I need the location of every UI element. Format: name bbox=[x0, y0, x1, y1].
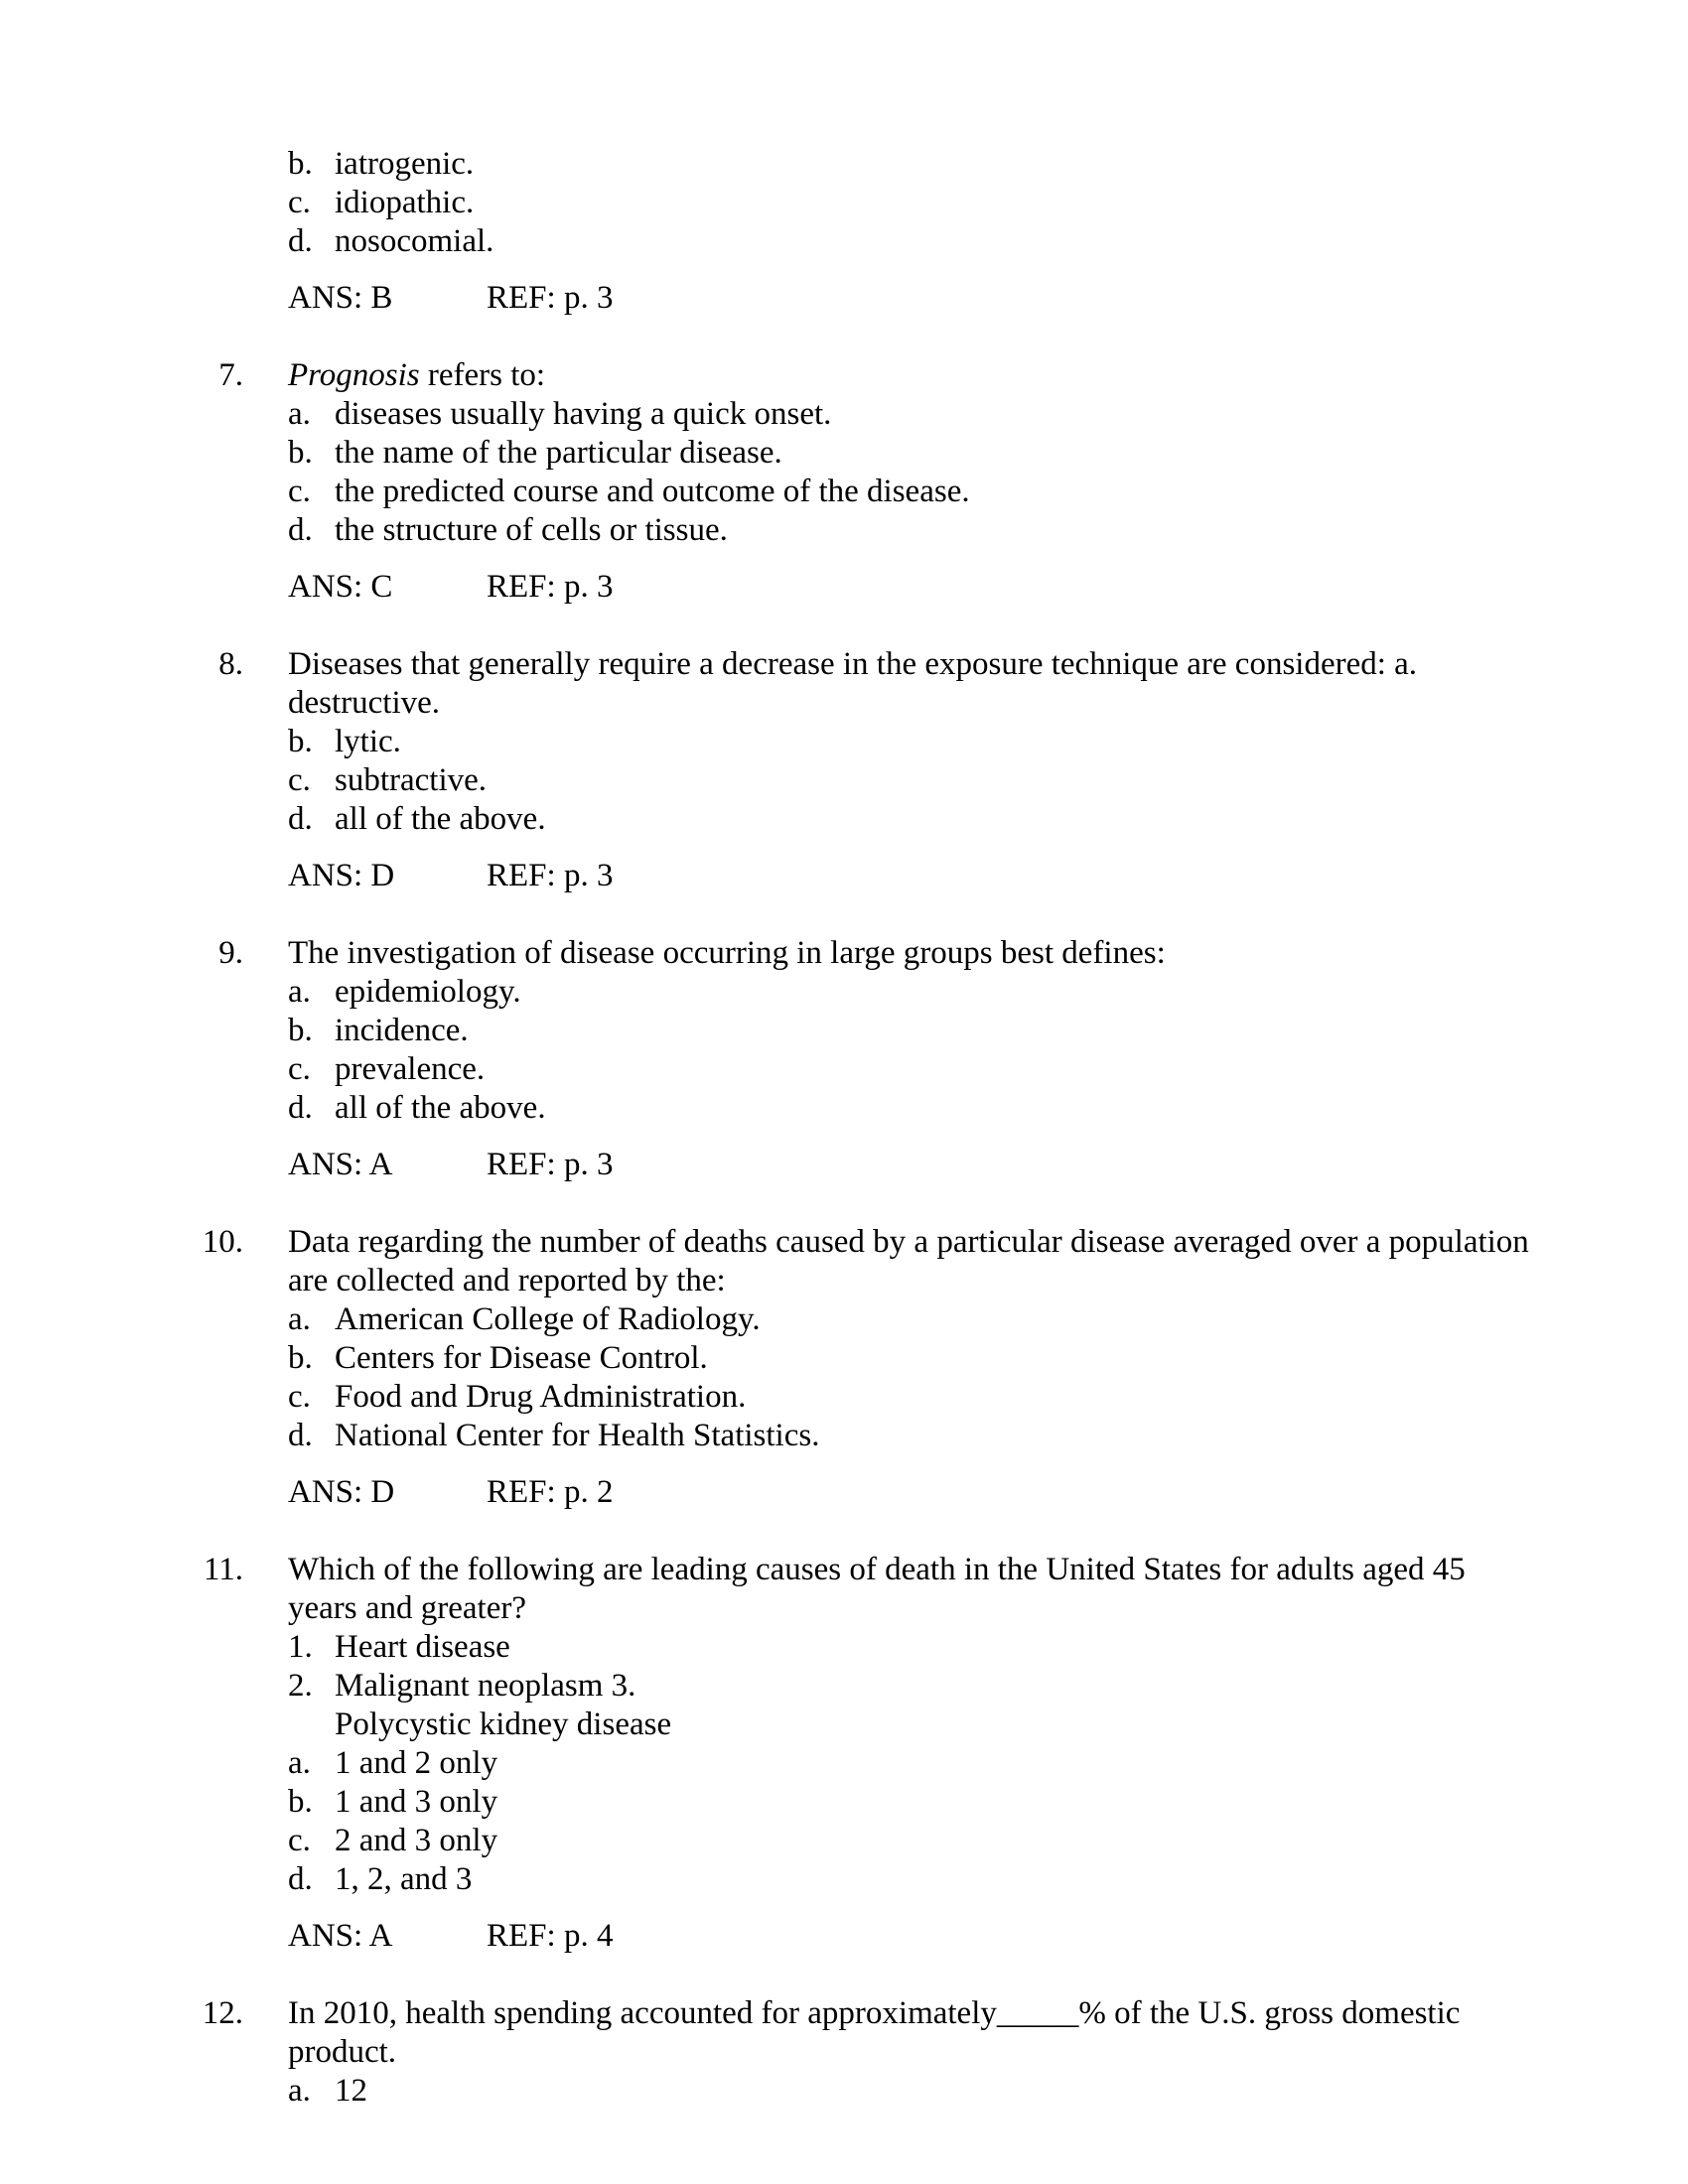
option-letter: d. bbox=[288, 1861, 313, 1897]
option-letter: a. bbox=[288, 1745, 311, 1781]
option-text: 1, 2, and 3 bbox=[335, 1861, 473, 1897]
option-letter: a. bbox=[288, 974, 311, 1010]
option-row bbox=[288, 511, 1599, 550]
stem-text: The investigation of disease occurring in large groups best defines: bbox=[288, 935, 1166, 971]
answer-row bbox=[288, 1473, 1599, 1512]
stem-text: In 2010, health spending accounted for approximately_____% of the U.S. gross domestic bbox=[288, 1995, 1461, 2031]
option-letter: c. bbox=[288, 474, 311, 509]
question-stem-line bbox=[288, 1994, 1599, 2033]
option-letter: d. bbox=[288, 512, 313, 548]
answer-value: ANS: D bbox=[288, 1474, 395, 1510]
option-letter: b. bbox=[288, 1784, 313, 1820]
option-letter: d. bbox=[288, 223, 313, 259]
sub-item-text: Polycystic kidney disease bbox=[335, 1706, 672, 1742]
question-stem-line bbox=[288, 645, 1599, 684]
option-letter: b. bbox=[288, 1013, 313, 1048]
option-letter: d. bbox=[288, 801, 313, 837]
sub-item bbox=[288, 1667, 1599, 1706]
option-letter: b. bbox=[288, 1340, 313, 1376]
reference-value: REF: p. 4 bbox=[487, 1918, 614, 1954]
answer-value: ANS: B bbox=[288, 280, 393, 316]
option-text: all of the above. bbox=[335, 801, 546, 837]
option-row bbox=[288, 473, 1599, 511]
option-text: idiopathic. bbox=[335, 185, 475, 220]
answer-value: ANS: C bbox=[288, 569, 393, 605]
option-letter: a. bbox=[288, 1301, 311, 1337]
sub-item bbox=[288, 1628, 1599, 1667]
option-text: nosocomial. bbox=[335, 223, 494, 259]
question-number: 11. bbox=[203, 1552, 243, 1587]
question-number: 8. bbox=[218, 646, 243, 682]
option-row bbox=[288, 1783, 1599, 1822]
answer-row bbox=[288, 857, 1599, 895]
stem-italic-term: Prognosis bbox=[288, 357, 420, 393]
question-block bbox=[218, 934, 1599, 1184]
sub-item-text: Malignant neoplasm 3. bbox=[335, 1668, 636, 1704]
answer-row bbox=[288, 568, 1599, 607]
option-letter: d. bbox=[288, 1090, 313, 1126]
option-row bbox=[288, 222, 1599, 261]
option-row bbox=[288, 184, 1599, 222]
question-stem-line bbox=[288, 1223, 1599, 1262]
option-row bbox=[288, 1050, 1599, 1089]
question-stem-line bbox=[288, 684, 1599, 723]
question-stem-line bbox=[288, 934, 1599, 973]
stem-text: refers to: bbox=[419, 357, 546, 393]
option-row bbox=[288, 1744, 1599, 1783]
answer-value: ANS: D bbox=[288, 858, 395, 893]
option-text: the predicted course and outcome of the disease. bbox=[335, 474, 970, 509]
option-letter: c. bbox=[288, 1379, 311, 1415]
question-number: 9. bbox=[218, 935, 243, 971]
option-row bbox=[288, 1012, 1599, 1050]
question-stem-line bbox=[288, 1551, 1599, 1589]
question-block bbox=[288, 145, 1599, 318]
sub-item-label: 1. bbox=[288, 1629, 313, 1665]
stem-text: Data regarding the number of deaths caused by a particular disease averaged over a population bbox=[288, 1224, 1529, 1260]
answer-value: ANS: A bbox=[288, 1147, 393, 1182]
option-text: American College of Radiology. bbox=[335, 1301, 761, 1337]
option-row bbox=[288, 723, 1599, 761]
option-letter: d. bbox=[288, 1418, 313, 1453]
option-row bbox=[288, 1339, 1599, 1378]
sub-item-text: Heart disease bbox=[335, 1629, 510, 1665]
reference-value: REF: p. 3 bbox=[487, 858, 614, 893]
option-text: lytic. bbox=[335, 724, 401, 759]
question-block bbox=[218, 356, 1599, 607]
answer-row bbox=[288, 1917, 1599, 1956]
question-stem-line bbox=[288, 2033, 1599, 2072]
option-letter: b. bbox=[288, 146, 313, 182]
option-row bbox=[288, 1089, 1599, 1128]
question-number: 10. bbox=[202, 1224, 243, 1260]
reference-value: REF: p. 3 bbox=[487, 569, 614, 605]
answer-row bbox=[288, 1146, 1599, 1184]
stem-text: years and greater? bbox=[288, 1590, 527, 1626]
option-letter: b. bbox=[288, 435, 313, 471]
question-stem-line bbox=[288, 1589, 1599, 1628]
option-text: 2 and 3 only bbox=[335, 1823, 498, 1858]
stem-text: Diseases that generally require a decrease in the exposure technique are considered: a. bbox=[288, 646, 1418, 682]
option-row bbox=[288, 1417, 1599, 1455]
option-row bbox=[288, 1822, 1599, 1860]
option-row bbox=[288, 1860, 1599, 1899]
question-block bbox=[203, 1551, 1599, 1956]
option-letter: a. bbox=[288, 2073, 311, 2109]
option-row bbox=[288, 2072, 1599, 2111]
answer-row bbox=[288, 279, 1599, 318]
option-letter: a. bbox=[288, 396, 311, 432]
reference-value: REF: p. 2 bbox=[487, 1474, 614, 1510]
option-row bbox=[288, 395, 1599, 434]
sub-item bbox=[288, 1706, 1599, 1744]
option-text: 12 bbox=[335, 2073, 367, 2109]
option-letter: b. bbox=[288, 724, 313, 759]
option-text: Centers for Disease Control. bbox=[335, 1340, 708, 1376]
question-block bbox=[218, 645, 1599, 895]
option-text: 1 and 3 only bbox=[335, 1784, 498, 1820]
reference-value: REF: p. 3 bbox=[487, 1147, 614, 1182]
option-row bbox=[288, 1300, 1599, 1339]
question-stem-line bbox=[288, 1262, 1599, 1300]
option-text: subtractive. bbox=[335, 762, 488, 798]
option-letter: c. bbox=[288, 1823, 311, 1858]
option-text: National Center for Health Statistics. bbox=[335, 1418, 820, 1453]
option-letter: c. bbox=[288, 185, 311, 220]
question-number: 12. bbox=[202, 1995, 243, 2031]
question-stem-line bbox=[288, 356, 1599, 395]
option-text: prevalence. bbox=[335, 1051, 486, 1087]
option-row bbox=[288, 800, 1599, 839]
question-block bbox=[202, 1223, 1599, 1512]
option-row bbox=[288, 761, 1599, 800]
option-letter: c. bbox=[288, 762, 311, 798]
option-row bbox=[288, 973, 1599, 1012]
stem-text: are collected and reported by the: bbox=[288, 1263, 726, 1298]
option-letter: c. bbox=[288, 1051, 311, 1087]
question-number: 7. bbox=[218, 357, 243, 393]
question-block bbox=[202, 1994, 1599, 2111]
option-text: the name of the particular disease. bbox=[335, 435, 782, 471]
option-text: 1 and 2 only bbox=[335, 1745, 498, 1781]
option-row bbox=[288, 434, 1599, 473]
option-text: all of the above. bbox=[335, 1090, 546, 1126]
option-text: diseases usually having a quick onset. bbox=[335, 396, 832, 432]
reference-value: REF: p. 3 bbox=[487, 280, 614, 316]
answer-value: ANS: A bbox=[288, 1918, 393, 1954]
option-text: epidemiology. bbox=[335, 974, 521, 1010]
option-text: iatrogenic. bbox=[335, 146, 475, 182]
option-text: the structure of cells or tissue. bbox=[335, 512, 728, 548]
stem-text: destructive. bbox=[288, 685, 441, 721]
option-text: incidence. bbox=[335, 1013, 469, 1048]
option-row bbox=[288, 145, 1599, 184]
sub-item-label: 2. bbox=[288, 1668, 313, 1704]
option-text: Food and Drug Administration. bbox=[335, 1379, 747, 1415]
option-row bbox=[288, 1378, 1599, 1417]
stem-text: product. bbox=[288, 2034, 397, 2070]
stem-text: Which of the following are leading causes of death in the United States for adults aged 45 bbox=[288, 1552, 1466, 1587]
